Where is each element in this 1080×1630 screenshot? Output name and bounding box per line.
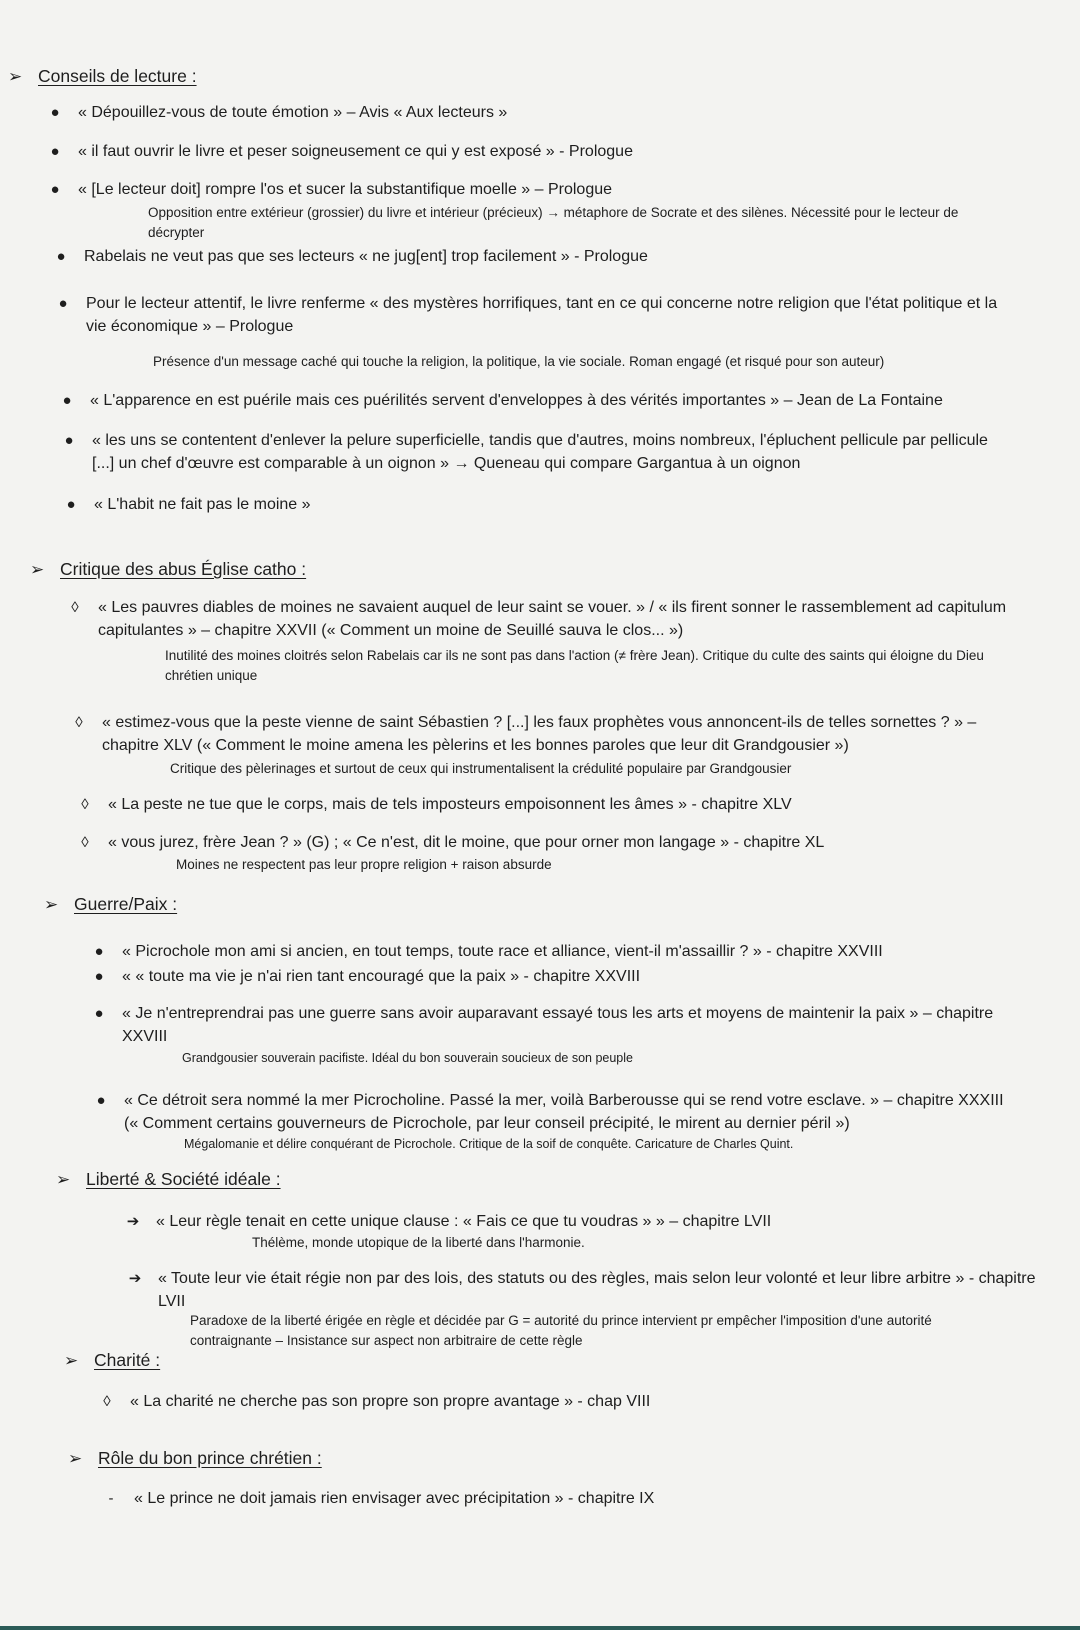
diamond-icon: ◊ bbox=[81, 834, 89, 851]
annotation-note: Critique des pèlerinages et surtout de ceux qui instrumentalisent la crédulité populaire par Grandgousier bbox=[170, 761, 792, 776]
diamond-icon: ◊ bbox=[75, 714, 83, 731]
bullet-dot-icon: ● bbox=[56, 248, 66, 265]
arrowhead-icon: ➢ bbox=[56, 1170, 71, 1189]
annotation-note: Moines ne respectent pas leur propre religion + raison absurde bbox=[176, 857, 552, 872]
page-bottom-edge bbox=[0, 1626, 1080, 1630]
list-item: ● « Picrochole mon ami si ancien, en tout temps, toute race et alliance, vient-il m'assaillir ? » - chapitre XXVIII bbox=[122, 940, 1052, 963]
bullet-dot-icon: ● bbox=[64, 432, 74, 449]
list-item: ● « Je n'entreprendrai pas une guerre sans avoir auparavant essayé tous les arts et moyens de maintenir la paix » – chapitre XXVIII bbox=[122, 1002, 1002, 1048]
list-item: ● « les uns se contentent d'enlever la pelure superficielle, tandis que d'autres, moins nombreux, l'épluchent pellicule par pellicule [...] un chef d'œuvre est comparable à un oignon » → Queneau qui compare Gargantua à un oignon bbox=[92, 429, 1014, 475]
dash-icon: - bbox=[108, 1490, 114, 1507]
annotation-note: Mégalomanie et délire conquérant de Picrochole. Critique de la soif de conquête. Caricature de Charles Quint. bbox=[184, 1137, 794, 1151]
arrowhead-icon: ➢ bbox=[44, 895, 59, 914]
list-item: ● « Dépouillez-vous de toute émotion » – Avis « Aux lecteurs » bbox=[78, 101, 1008, 124]
list-item: ◊ « La charité ne cherche pas son propre son propre avantage » - chap VIII bbox=[130, 1390, 990, 1413]
list-item: ● « il faut ouvrir le livre et peser soigneusement ce qui y est exposé » - Prologue bbox=[78, 140, 1008, 163]
bold-arrow-icon: ➔ bbox=[126, 1213, 140, 1230]
section-heading-charite: ➢ Charité : bbox=[64, 1350, 161, 1370]
section-heading-guerre-paix: ➢ Guerre/Paix : bbox=[44, 894, 178, 914]
annotation-note: Thélème, monde utopique de la liberté dans l'harmonie. bbox=[252, 1235, 585, 1250]
list-item: ● « « toute ma vie je n'ai rien tant encouragé que la paix » - chapitre XXVIII bbox=[122, 965, 1052, 988]
bullet-dot-icon: ● bbox=[62, 392, 72, 409]
list-item: ◊ « estimez-vous que la peste vienne de saint Sébastien ? [...] les faux prophètes vous annoncent-ils de telles sornettes ? » – chapitre XLV (« Comment le moine amena les pèlerins et les bonnes paroles que leur dit Grandgousier ») bbox=[102, 711, 1032, 757]
arrowhead-icon: ➢ bbox=[8, 67, 23, 86]
bullet-dot-icon: ● bbox=[66, 496, 76, 513]
bullet-dot-icon: ● bbox=[94, 1005, 104, 1022]
list-item: ● « L'apparence en est puérile mais ces puérilités servent d'enveloppes à des vérités importantes » – Jean de La Fontaine bbox=[90, 389, 1020, 412]
bullet-dot-icon: ● bbox=[50, 143, 60, 160]
arrowhead-icon: ➢ bbox=[30, 560, 45, 579]
section-heading-prince: ➢ Rôle du bon prince chrétien : bbox=[68, 1448, 322, 1468]
diamond-icon: ◊ bbox=[103, 1393, 111, 1410]
list-item: - « Le prince ne doit jamais rien envisager avec précipitation » - chapitre IX bbox=[134, 1487, 994, 1510]
annotation-note: Paradoxe de la liberté érigée en règle et décidée par G = autorité du prince intervient pr empêcher l'imposition d'une autorité contraignante – Insistance sur aspect non arbitraire de cette règle bbox=[190, 1313, 932, 1348]
section-heading-liberte: ➢ Liberté & Société idéale : bbox=[56, 1169, 281, 1189]
annotation-note: Grandgousier souverain pacifiste. Idéal du bon souverain soucieux de son peuple bbox=[182, 1051, 633, 1065]
list-item: ➔ « Toute leur vie était régie non par des lois, des statuts ou des règles, mais selon leur volonté et leur libre arbitre » - chapitre LVII bbox=[158, 1267, 1038, 1313]
diamond-icon: ◊ bbox=[71, 599, 79, 616]
list-item: ◊ « vous jurez, frère Jean ? » (G) ; « Ce n'est, dit le moine, que pour orner mon langage » - chapitre XL bbox=[108, 831, 1038, 854]
list-item: ◊ « La peste ne tue que le corps, mais de tels imposteurs empoisonnent les âmes » - chapitre XLV bbox=[108, 793, 1038, 816]
bullet-dot-icon: ● bbox=[58, 295, 68, 312]
arrowhead-icon: ➢ bbox=[64, 1351, 79, 1370]
annotation-note: Inutilité des moines cloitrés selon Rabelais car ils ne sont pas dans l'action (≠ frère Jean). Critique du culte des saints qui éloigne du Dieu chrétien unique bbox=[165, 648, 984, 683]
list-item: ◊ « Les pauvres diables de moines ne savaient auquel de leur saint se vouer. » / « ils firent sonner le rassemblement ad capitulum capitulantes » – chapitre XXVII (« Comment un moine de Seuillé sauva le clos... ») bbox=[98, 596, 1018, 642]
bullet-dot-icon: ● bbox=[50, 104, 60, 121]
bullet-dot-icon: ● bbox=[50, 181, 60, 198]
list-item: ● Pour le lecteur attentif, le livre renferme « des mystères horrifiques, tant en ce qui concerne notre religion que l'état politique et la vie économique » – Prologue bbox=[86, 292, 1006, 338]
annotation-note: Opposition entre extérieur (grossier) du livre et intérieur (précieux) → métaphore de Socrate et des silènes. Nécessité pour le lecteur de décrypter bbox=[148, 205, 959, 240]
bold-arrow-icon: ➔ bbox=[128, 1270, 142, 1287]
section-heading-conseils: ➢ Conseils de lecture : bbox=[8, 66, 197, 86]
list-item: ● « [Le lecteur doit] rompre l'os et sucer la substantifique moelle » – Prologue bbox=[78, 178, 1008, 201]
list-item: ● Rabelais ne veut pas que ses lecteurs « ne jug[ent] trop facilement » - Prologue bbox=[84, 245, 1014, 268]
list-item: ➔ « Leur règle tenait en cette unique clause : « Fais ce que tu voudras » » – chapitre LVII bbox=[156, 1210, 1016, 1233]
section-heading-critique: ➢ Critique des abus Église catho : bbox=[30, 559, 307, 579]
annotation-note: Présence d'un message caché qui touche la religion, la politique, la vie sociale. Roman engagé (et risqué pour son auteur) bbox=[153, 354, 885, 369]
diamond-icon: ◊ bbox=[81, 796, 89, 813]
bullet-dot-icon: ● bbox=[94, 943, 104, 960]
bullet-dot-icon: ● bbox=[94, 968, 104, 985]
arrowhead-icon: ➢ bbox=[68, 1449, 83, 1468]
list-item: ● « L'habit ne fait pas le moine » bbox=[94, 493, 1024, 516]
bullet-dot-icon: ● bbox=[96, 1092, 106, 1109]
list-item: ● « Ce détroit sera nommé la mer Picrocholine. Passé la mer, voilà Barberousse qui se rend votre esclave. » – chapitre XXXIII (« Comment certains gouverneurs de Picrochole, par leur conseil précipité, le mirent au dernier péril ») bbox=[124, 1089, 1014, 1135]
